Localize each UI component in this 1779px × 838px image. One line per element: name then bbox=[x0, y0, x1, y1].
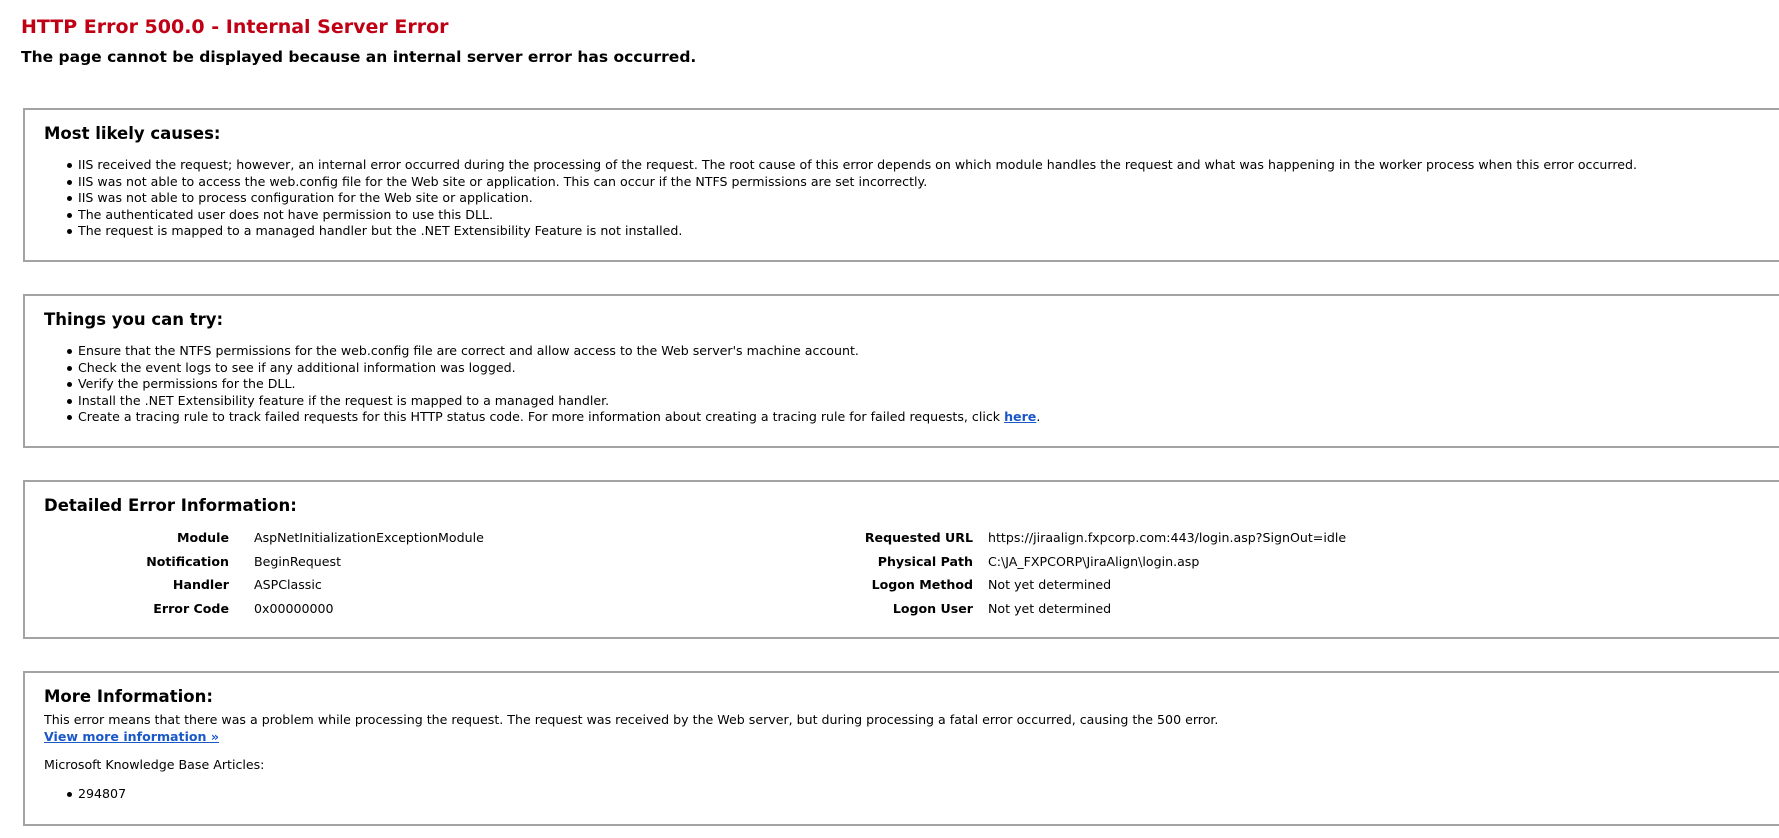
logon-method-label: Logon Method bbox=[871, 577, 973, 592]
more-description: This error means that there was a problem while processing the request. The request was received by the Web server, but during processing a fatal error occurred, causing the 500 error. bbox=[44, 712, 1219, 727]
page-header bbox=[21, 14, 696, 68]
kb-articles-label: Microsoft Knowledge Base Articles: bbox=[44, 757, 265, 772]
more-heading: More Information: bbox=[44, 687, 213, 706]
tracing-suffix: . bbox=[1036, 409, 1041, 424]
kb-item: 294807 bbox=[78, 786, 1779, 803]
causes-panel bbox=[23, 108, 1779, 262]
view-more-information-link[interactable]: View more information » bbox=[44, 728, 220, 744]
try-heading: Things you can try: bbox=[44, 310, 224, 329]
detailed-error-panel bbox=[23, 480, 1779, 639]
cause-item: The authenticated user does not have permission to use this DLL. bbox=[78, 207, 1779, 224]
logon-user-label: Logon User bbox=[892, 600, 973, 616]
here-link[interactable]: here bbox=[1004, 409, 1037, 424]
page-subtitle: The page cannot be displayed because an internal server error has occurred. bbox=[21, 48, 697, 66]
error-code-label: Error Code bbox=[153, 600, 229, 616]
tracing-text: Create a tracing rule to track failed requests for this HTTP status code. For more information about creating a tracing rule for failed requests, click bbox=[78, 409, 1005, 424]
page-title: HTTP Error 500.0 - Internal Server Error bbox=[21, 16, 449, 38]
error-code-value: 0x00000000 bbox=[254, 600, 334, 616]
notification-label: Notification bbox=[146, 553, 229, 569]
logon-user-value: Not yet determined bbox=[988, 600, 1112, 616]
notification-value: BeginRequest bbox=[254, 553, 342, 569]
try-list bbox=[44, 343, 1779, 426]
module-value: AspNetInitializationExceptionModule bbox=[254, 530, 484, 545]
cause-item: IIS was not able to process configuration for the Web site or application. bbox=[78, 190, 1779, 207]
cause-item: IIS received the request; however, an internal error occurred during the processing of the request. The root cause of this error depends on which module handles the request and what was happening in the worker process when this error occurred. bbox=[78, 157, 1779, 174]
try-item: Verify the permissions for the DLL. bbox=[78, 376, 1779, 393]
try-item: Ensure that the NTFS permissions for the web.config file are correct and allow access to the Web server's machine account. bbox=[78, 343, 1779, 360]
try-item: Check the event logs to see if any additional information was logged. bbox=[78, 360, 1779, 377]
handler-value: ASPClassic bbox=[254, 577, 322, 592]
requested-url-label: Requested URL bbox=[864, 530, 973, 545]
physical-path-value: C:\JA_FXPCORP\JiraAlign\login.asp bbox=[988, 553, 1200, 569]
kb-list bbox=[44, 786, 1779, 803]
module-label: Module bbox=[176, 530, 229, 545]
things-to-try-panel bbox=[23, 294, 1779, 448]
try-item-tracing bbox=[78, 409, 1779, 426]
cause-item: The request is mapped to a managed handler but the .NET Extensibility Feature is not installed. bbox=[78, 223, 1779, 240]
causes-list bbox=[44, 157, 1779, 240]
requested-url-value: https://jiraalign.fxpcorp.com:443/login.asp?SignOut=idle bbox=[988, 530, 1347, 545]
handler-label: Handler bbox=[172, 577, 229, 592]
details-heading: Detailed Error Information: bbox=[44, 496, 297, 515]
cause-item: IIS was not able to access the web.config file for the Web site or application. This can occur if the NTFS permissions are set incorrectly. bbox=[78, 174, 1779, 191]
causes-heading: Most likely causes: bbox=[44, 124, 221, 143]
logon-method-value: Not yet determined bbox=[988, 577, 1112, 592]
physical-path-label: Physical Path bbox=[877, 553, 973, 569]
try-item: Install the .NET Extensibility feature if the request is mapped to a managed handler. bbox=[78, 393, 1779, 410]
more-information-panel bbox=[23, 671, 1779, 826]
